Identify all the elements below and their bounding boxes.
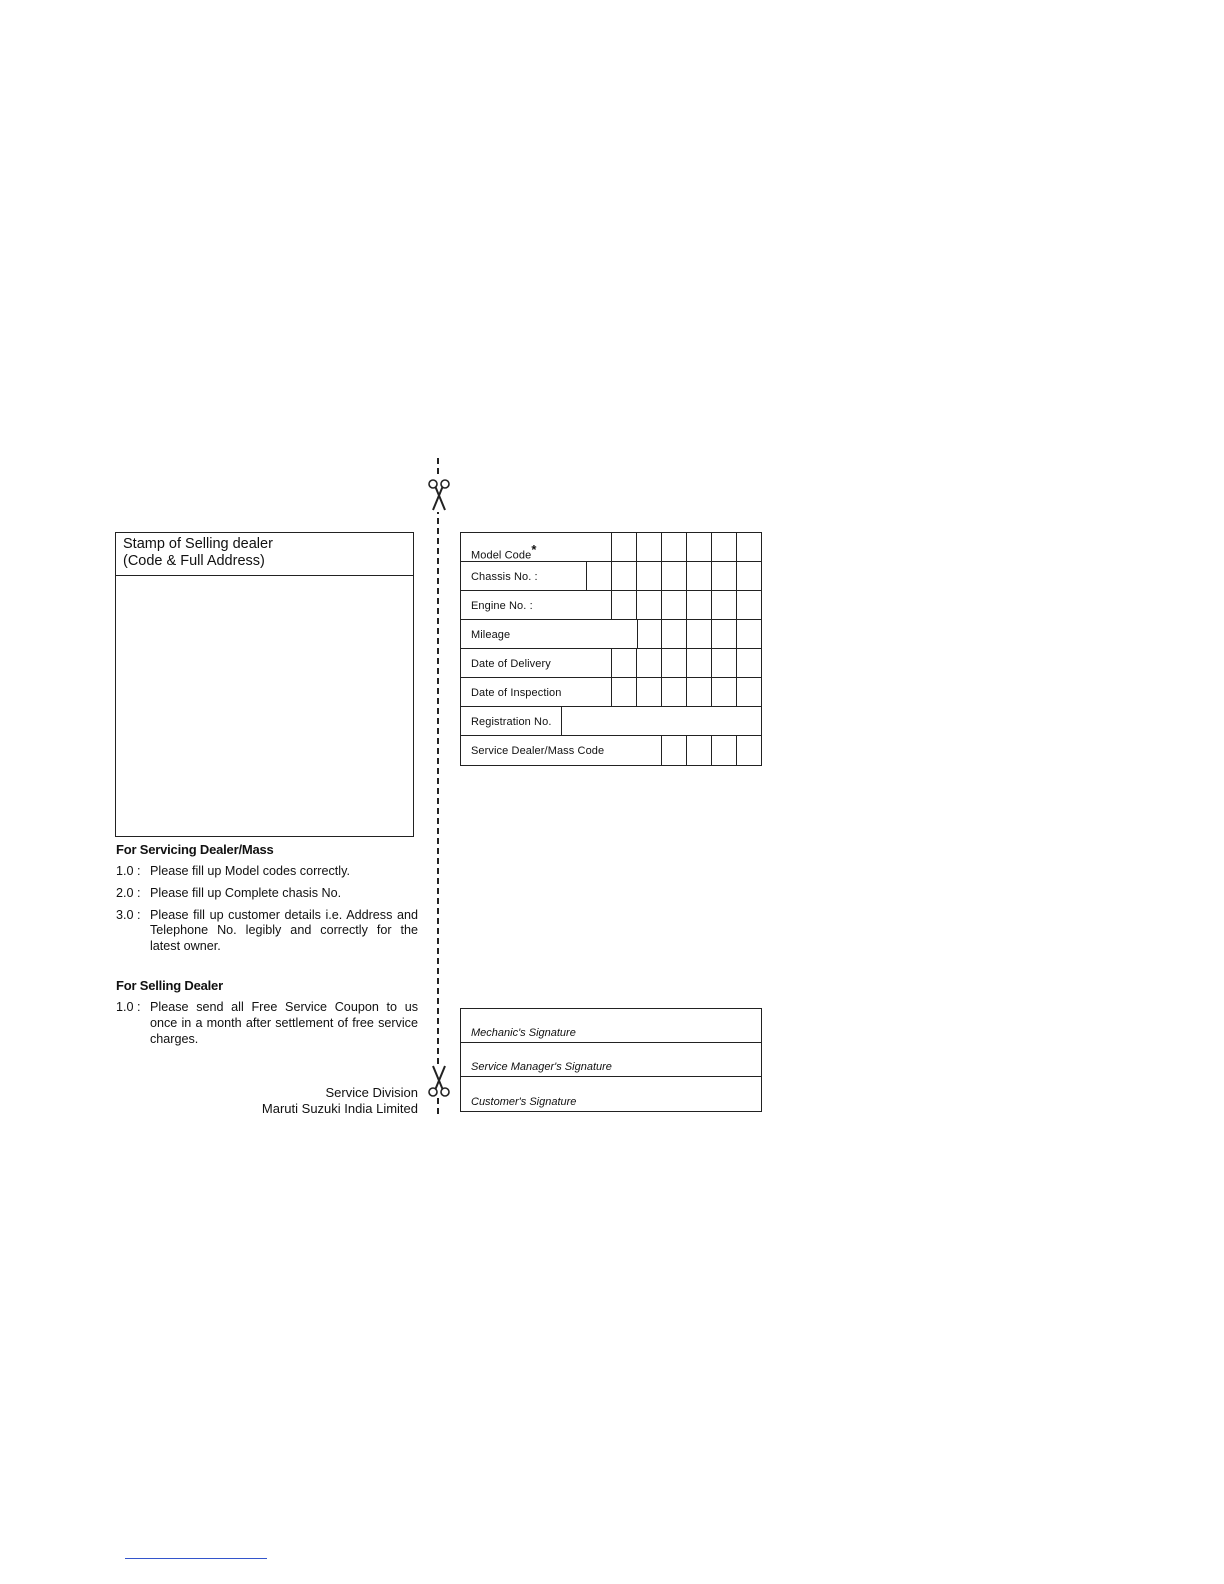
entry-cell[interactable] — [611, 649, 636, 677]
entry-cells — [636, 620, 761, 648]
entry-cell[interactable] — [686, 562, 711, 590]
instruction-item — [116, 1000, 418, 1047]
scissors-icon — [427, 478, 451, 512]
label-text: Model Code — [471, 549, 532, 562]
entry-cells — [611, 678, 761, 706]
entry-cell[interactable] — [711, 649, 736, 677]
entry-cell[interactable] — [711, 678, 736, 706]
instruction-number: 1.0 : — [116, 864, 141, 878]
stamp-box — [115, 532, 414, 837]
coupon-row-inspection-date — [461, 678, 761, 707]
entry-cell[interactable] — [686, 736, 711, 765]
entry-cell[interactable] — [661, 591, 686, 619]
stamp-area[interactable] — [116, 576, 413, 836]
scissors-icon — [427, 1064, 451, 1098]
coupon-table — [460, 532, 762, 766]
entry-cells — [611, 533, 761, 561]
entry-cell[interactable] — [661, 620, 686, 648]
entry-cell[interactable] — [611, 591, 636, 619]
stamp-header — [116, 533, 413, 576]
instruction-text: Please fill up customer details i.e. Address and Telephone No. legibly and correctly for the latest owner. — [150, 907, 418, 954]
entry-cell[interactable] — [636, 562, 661, 590]
entry-cell[interactable] — [736, 678, 761, 706]
row-label: Date of Inspection — [461, 678, 612, 706]
company-footer — [200, 1085, 418, 1117]
customer-signature-field[interactable] — [461, 1077, 761, 1111]
entry-cell[interactable] — [736, 620, 761, 648]
entry-cell[interactable] — [736, 649, 761, 677]
instruction-number: 2.0 : — [116, 885, 141, 900]
signature-box — [460, 1008, 762, 1112]
entry-cell[interactable] — [636, 620, 661, 648]
entry-cell[interactable] — [711, 736, 736, 765]
entry-cell[interactable] — [736, 736, 761, 765]
row-label: Mileage — [461, 620, 638, 648]
entry-cell[interactable] — [736, 591, 761, 619]
entry-cell[interactable] — [661, 736, 686, 765]
asterisk: * — [531, 542, 537, 557]
cut-line — [437, 458, 439, 1114]
coupon-row-delivery-date — [461, 649, 761, 678]
entry-cell[interactable] — [611, 533, 636, 561]
manager-signature-label: Service Manager's Signature — [471, 1061, 612, 1073]
row-label: Date of Delivery — [461, 649, 612, 677]
entry-cell[interactable] — [736, 533, 761, 561]
row-label: Registration No. — [461, 707, 562, 735]
entry-cell[interactable] — [711, 591, 736, 619]
coupon-row-engine — [461, 591, 761, 620]
instruction-number: 3.0 : — [116, 907, 141, 922]
entry-cell[interactable] — [661, 678, 686, 706]
mechanic-signature-field[interactable] — [461, 1009, 761, 1043]
instruction-text: Please send all Free Service Coupon to us once in a month after settlement of free service charges. — [150, 1000, 418, 1046]
registration-field[interactable] — [562, 707, 761, 735]
row-label — [461, 533, 612, 561]
entry-cell[interactable] — [611, 678, 636, 706]
entry-cells — [661, 736, 761, 765]
company-name: Maruti Suzuki India Limited — [261, 1101, 418, 1116]
entry-cell[interactable] — [661, 649, 686, 677]
entry-cells — [586, 562, 761, 590]
instruction-item — [116, 886, 418, 902]
stamp-title-line1: Stamp of Selling dealer — [123, 536, 273, 552]
entry-cell[interactable] — [711, 620, 736, 648]
manager-signature-field[interactable] — [461, 1043, 761, 1077]
instruction-text: Please fill up Model codes correctly. — [150, 864, 350, 878]
row-label: Service Dealer/Mass Code — [461, 736, 662, 765]
instruction-item — [116, 864, 418, 880]
entry-cells — [611, 649, 761, 677]
entry-cell[interactable] — [686, 533, 711, 561]
entry-cell[interactable] — [686, 620, 711, 648]
coupon-row-model-code — [461, 533, 761, 562]
selling-instructions — [116, 1000, 418, 1053]
entry-cell[interactable] — [636, 649, 661, 677]
entry-cell[interactable] — [686, 649, 711, 677]
customer-signature-label: Customer's Signature — [471, 1096, 577, 1108]
stamp-title-line2: (Code & Full Address) — [123, 552, 265, 569]
instruction-text: Please fill up Complete chasis No. — [150, 885, 342, 900]
entry-cell[interactable] — [636, 591, 661, 619]
selling-heading: For Selling Dealer — [116, 978, 223, 993]
instruction-item — [116, 908, 418, 955]
entry-cell[interactable] — [636, 533, 661, 561]
row-label: Chassis No. : — [461, 562, 587, 590]
entry-cell[interactable] — [736, 562, 761, 590]
row-label: Engine No. : — [461, 591, 612, 619]
coupon-row-mileage — [461, 620, 761, 649]
entry-cell[interactable] — [636, 678, 661, 706]
mechanic-signature-label: Mechanic's Signature — [471, 1027, 576, 1039]
instruction-number: 1.0 : — [116, 1000, 141, 1014]
entry-cell[interactable] — [586, 562, 611, 590]
entry-cell[interactable] — [711, 533, 736, 561]
servicing-heading: For Servicing Dealer/Mass — [116, 842, 274, 857]
entry-cell[interactable] — [711, 562, 736, 590]
coupon-row-chassis — [461, 562, 761, 591]
entry-cell[interactable] — [661, 533, 686, 561]
entry-cell[interactable] — [611, 562, 636, 590]
entry-cell[interactable] — [686, 591, 711, 619]
entry-cell[interactable] — [686, 678, 711, 706]
coupon-row-dealer-code — [461, 736, 761, 765]
bottom-rule — [125, 1558, 267, 1559]
coupon-row-registration — [461, 707, 761, 736]
service-division: Service Division — [325, 1085, 418, 1100]
entry-cells — [611, 591, 761, 619]
servicing-instructions — [116, 864, 418, 961]
entry-cell[interactable] — [661, 562, 686, 590]
